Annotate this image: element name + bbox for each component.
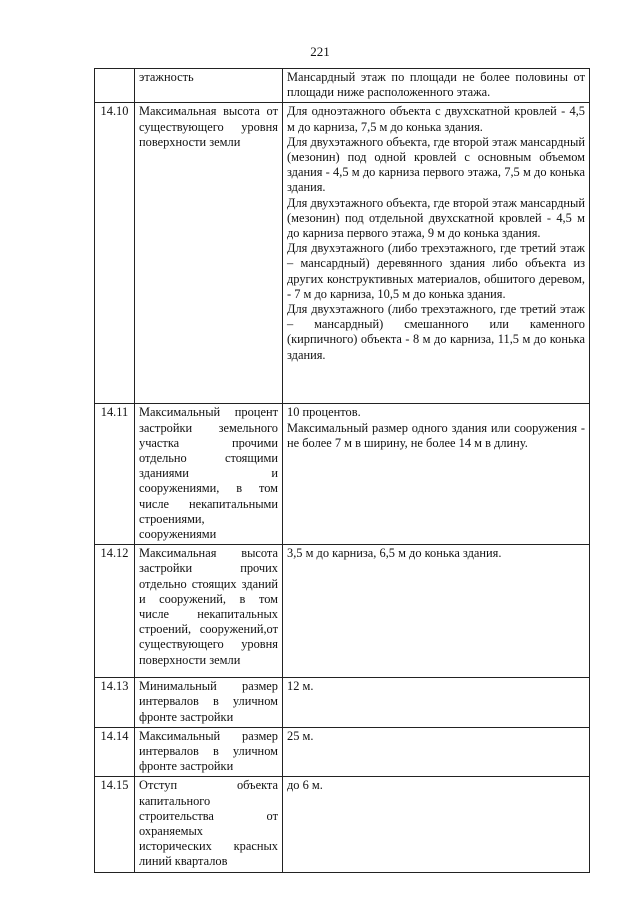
value-paragraph: Для двухэтажного (либо трехэтажного, где третий этаж – мансардный) деревянного здания либо объекта из других конструктивных материалов, обшитого деревом, - 7 м до карниза, 10,5 м до конька здания. — [287, 241, 585, 301]
parameter-value — [283, 678, 590, 728]
table-row — [95, 404, 590, 545]
parameter-value — [283, 404, 590, 545]
parameter-name: этажность — [135, 69, 283, 103]
parameter-value — [283, 727, 590, 777]
row-number: 14.12 — [95, 545, 135, 678]
value-paragraph: 25 м. — [287, 728, 314, 743]
value-paragraph: Для двухэтажного объекта, где второй этаж мансардный (мезонин) под одной кровлей с основным объемом здания - 4,5 м до карниза первого этажа, 7,5 м до конька здания. — [287, 134, 585, 195]
row-number: 14.11 — [95, 404, 135, 545]
value-paragraph: 12 м. — [287, 679, 314, 694]
parameter-name: Максимальный процент застройки земельного участка прочими отдельно стоящими зданиями и сооружениями, в том числе некапитальными строениями, сооружениями — [135, 404, 283, 545]
value-paragraph: Для двухэтажного (либо трехэтажного, где третий этаж – мансардный) смешанного или каменного (кирпичного) объекта - 8 м до карниза, 11,5 м до конька здания. — [287, 302, 585, 362]
parameter-name: Максимальная высота от существующего уровня поверхности земли — [135, 103, 283, 404]
row-number: 14.10 — [95, 103, 135, 404]
row-number: 14.13 — [95, 678, 135, 728]
parameter-name: Максимальный размер интервалов в уличном фронте застройки — [135, 727, 283, 777]
value-paragraph: Для двухэтажного объекта, где второй этаж мансардный (мезонин) под отдельной двухскатной кровлей - 4,5 м до карниза первого этажа, 9 м до конька здания. — [287, 195, 585, 241]
row-number: 14.15 — [95, 777, 135, 872]
parameter-name: Минимальный размер интервалов в уличном фронте застройки — [135, 678, 283, 728]
parameter-value — [283, 103, 590, 404]
parameter-value — [283, 545, 590, 678]
value-paragraph: Мансардный этаж по площади не более половины от площади ниже расположенного этажа. — [287, 70, 585, 100]
parameter-name: Максимальная высота застройки прочих отдельно стоящих зданий и сооружений, в том числе некапитальных строений, сооружений,от существующего уровня поверхности земли — [135, 545, 283, 678]
table-row — [95, 727, 590, 777]
table-row — [95, 545, 590, 678]
value-paragraph: 10 процентов. — [287, 405, 361, 420]
table-row — [95, 777, 590, 872]
parameter-value — [283, 777, 590, 872]
parameter-name: Отступ объекта капитального строительства от охраняемых исторических красных линий кварталов — [135, 777, 283, 872]
row-number — [95, 69, 135, 103]
value-paragraph: 3,5 м до карниза, 6,5 м до конька здания. — [287, 546, 502, 561]
row-number: 14.14 — [95, 727, 135, 777]
table-row — [95, 69, 590, 103]
parameter-value — [283, 69, 590, 103]
regulations-table — [94, 68, 590, 873]
value-paragraph: Максимальный размер одного здания или сооружения - не более 7 м в ширину, не более 14 м в длину. — [287, 420, 585, 450]
page-number: 221 — [310, 44, 330, 59]
value-paragraph: до 6 м. — [287, 778, 323, 793]
table-row — [95, 678, 590, 728]
value-paragraph: Для одноэтажного объекта с двухскатной кровлей - 4,5 м до карниза, 7,5 м до конька здания. — [287, 104, 585, 134]
regulations-table-body — [95, 69, 590, 873]
table-row — [95, 103, 590, 404]
